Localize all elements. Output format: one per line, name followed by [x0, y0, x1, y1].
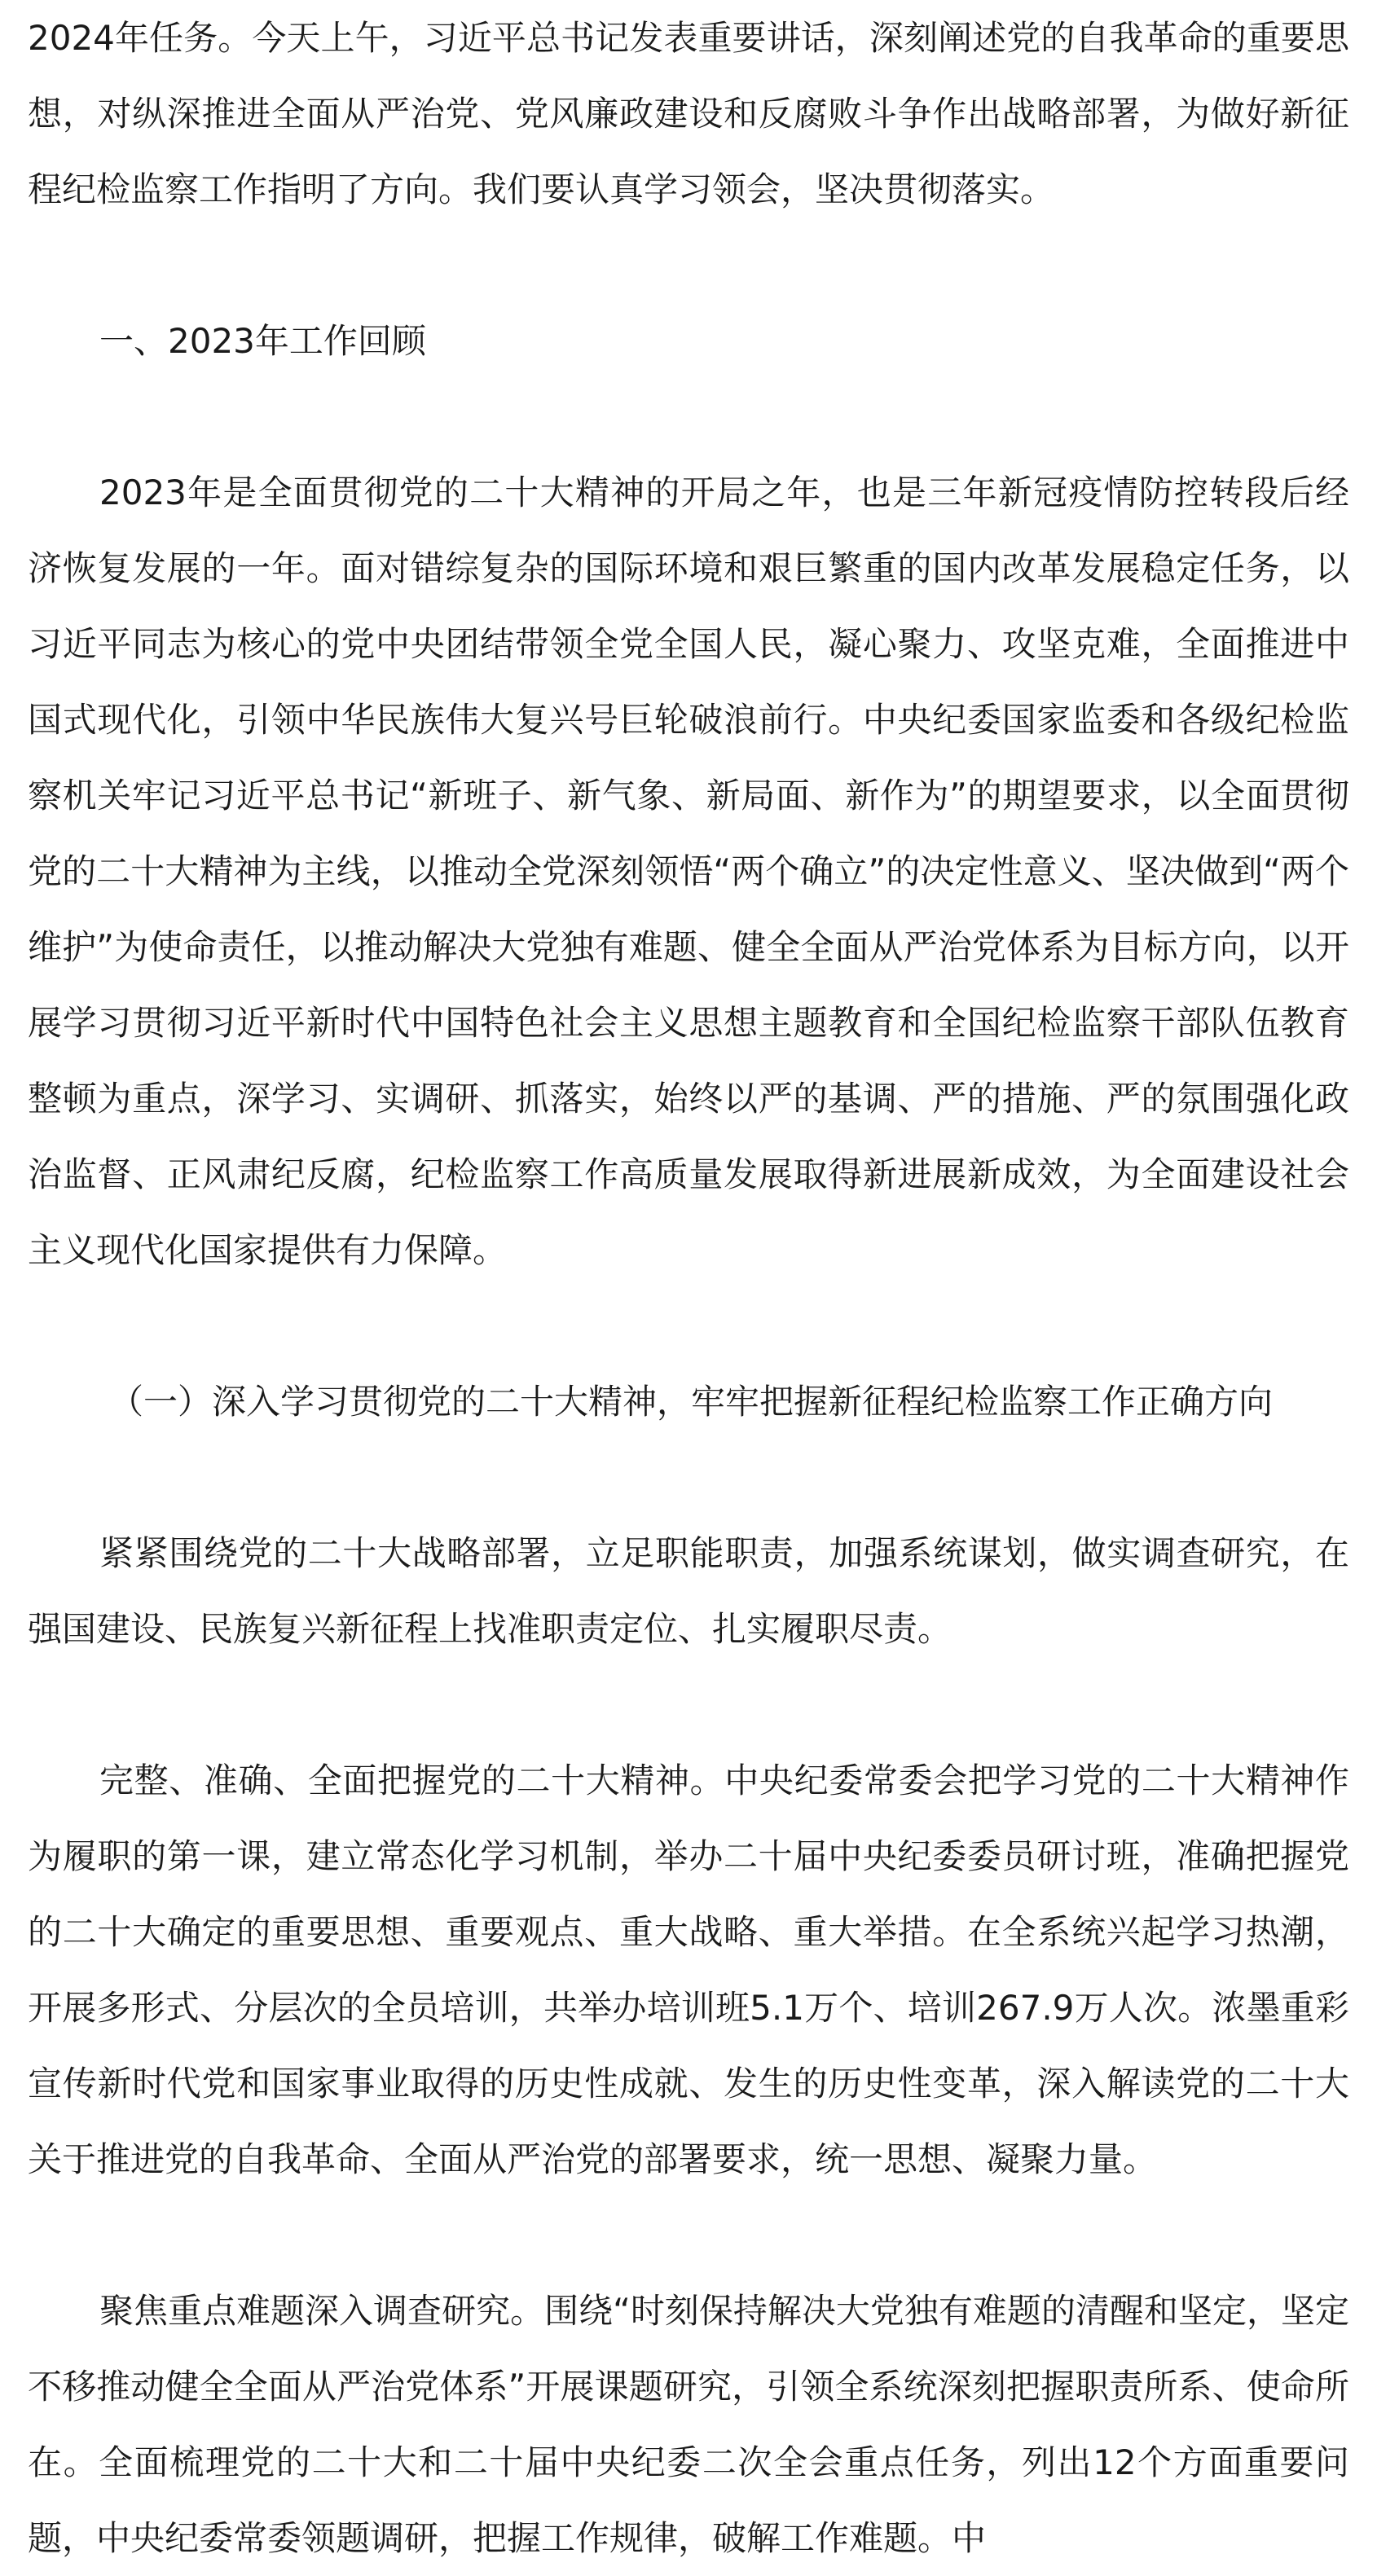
paragraph-strategy: 紧紧围绕党的二十大战略部署，立足职能职责，加强系统谋划，做实调查研究，在强国建设、民族复兴新征程上找准职责定位、扎实履职尽责。 [28, 1533, 1349, 1649]
article-body [28, 0, 1349, 2576]
paragraph-intro: 2024年任务。今天上午，习近平总书记发表重要讲话，深刻阐述党的自我革命的重要思想，对纵深推进全面从严治党、党风廉政建设和反腐败斗争作出战略部署，为做好新征程纪检监察工作指明了方向。我们要认真学习领会，坚决贯彻落实。 [28, 18, 1349, 209]
paragraph-study: 完整、准确、全面把握党的二十大精神。中央纪委常委会把学习党的二十大精神作为履职的第一课，建立常态化学习机制，举办二十届中央纪委委员研讨班，准确把握党的二十大确定的重要思想、重要观点、重大战略、重大举措。在全系统兴起学习热潮，开展多形式、分层次的全员培训，共举办培训班5.1万个、培训267.9万人次。浓墨重彩宣传新时代党和国家事业取得的历史性成就、发生的历史性变革，深入解读党的二十大关于推进党的自我革命、全面从严治党的部署要求，统一思想、凝聚力量。 [28, 1761, 1349, 2179]
section-heading-review: 一、2023年工作回顾 [99, 321, 426, 361]
paragraph-2023-overview: 2023年是全面贯彻党的二十大精神的开局之年，也是三年新冠疫情防控转段后经济恢复发展的一年。面对错综复杂的国际环境和艰巨繁重的国内改革发展稳定任务，以习近平同志为核心的党中央团结带领全党全国人民，凝心聚力、攻坚克难，全面推进中国式现代化，引领中华民族伟大复兴号巨轮破浪前行。中央纪委国家监委和各级纪检监察机关牢记习近平总书记“新班子、新气象、新局面、新作为”的期望要求，以全面贯彻党的二十大精神为主线，以推动全党深刻领悟“两个确立”的决定性意义、坚决做到“两个维护”为使命责任，以推动解决大党独有难题、健全全面从严治党体系为目标方向，以开展学习贯彻习近平新时代中国特色社会主义思想主题教育和全国纪检监察干部队伍教育整顿为重点，深学习、实调研、抓落实，始终以严的基调、严的措施、严的氛围强化政治监督、正风肃纪反腐，纪检监察工作高质量发展取得新进展新成效，为全面建设社会主义现代化国家提供有力保障。 [28, 473, 1349, 1270]
subsection-heading-1: （一）深入学习贯彻党的二十大精神，牢牢把握新征程纪检监察工作正确方向 [109, 1382, 1274, 1422]
paragraph-research: 聚焦重点难题深入调查研究。围绕“时刻保持解决大党独有难题的清醒和坚定，坚定不移推动健全全面从严治党体系”开展课题研究，引领全系统深刻把握职责所系、使命所在。全面梳理党的二十大和二十届中央纪委二次全会重点任务，列出12个方面重要问题，中央纪委常委领题调研，把握工作规律，破解工作难题。中 [28, 2291, 1349, 2558]
